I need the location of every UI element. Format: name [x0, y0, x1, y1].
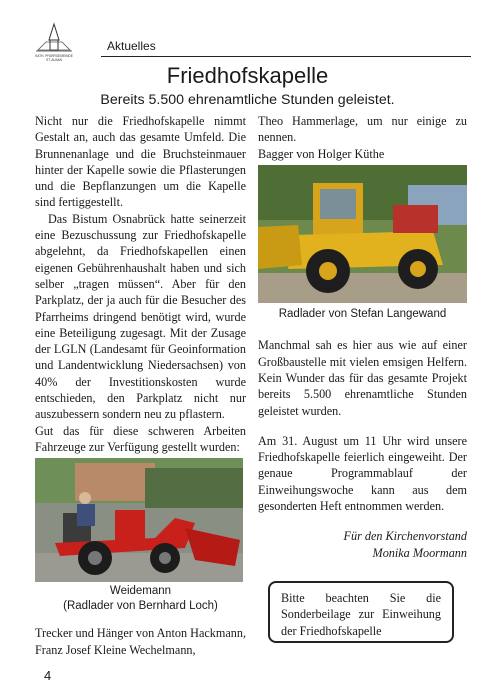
photo-caption-langewand: Radlader von Stefan Langewand [278, 307, 447, 320]
article-title: Friedhofskapelle [166, 63, 329, 88]
photo-caption-weidemann: Weidemann [109, 585, 172, 598]
paragraph-4: Trecker und Hänger von Anton Hackmann, Franz Josef Kleine Wechelmann, [35, 626, 246, 657]
paragraph-2: Das Bistum Osnabrück hatte seinerzeit eine Bezuschussung zur Friedhofskapelle abgelehnt, da Friedhofskapellen einen eigenen Gebührenhaushalt haben und sich selber „tragen müssen“. Aber für den Parkplatz, der ja auch für die Besucher des Pfarrheims dringend benötigt wird, wurde eine Beteiligung zugesagt. Mit der Zusage der LGLN (Landesamt für Geoinformation und Landentwicklung Niedersachsen) von 40% der Investitionskosten wurde entschieden, den Parkplatz nicht nur auszubessern sondern neu zu pflastern. [35, 211, 246, 422]
svg-text:KATH. PFARRGEMEINDE: KATH. PFARRGEMEINDE [35, 54, 73, 58]
right-paragraph-2: Bagger von Holger Küthe [258, 146, 385, 161]
photo-caption-loch: (Radlader von Bernhard Loch) [63, 599, 218, 612]
left-column [35, 113, 246, 658]
photo-weidemann-loader [35, 458, 243, 582]
signature-name: Monika Moormann [372, 545, 467, 560]
section-label: Aktuelles [107, 39, 156, 53]
right-column [258, 113, 467, 561]
parish-logo [32, 22, 76, 62]
right-paragraph-3: Manchmal sah es hier aus wie auf einer Großbaustelle mit vielen emsigen Helfern. Kein Wunder das für das gesamte Projekt bereits 5.500 ehrenamtliche Stunden geleistet wurden. [258, 338, 467, 418]
svg-text:ST. ALBAN: ST. ALBAN [46, 58, 62, 62]
photo-yellow-wheel-loader [258, 165, 467, 303]
supplement-notice-box: Bitte beachten Sie die Sonderbeilage zur Einweihung der Friedhofskapelle [268, 581, 454, 643]
right-paragraph-4: Am 31. August um 11 Uhr wird unsere Friedhofskapelle feierlich eingeweiht. Der genaue Programmablauf der Einweihungswoche kann aus dem gesonderten Heft entnommen werden. [258, 433, 467, 514]
header-divider [101, 56, 471, 57]
article-subtitle: Bereits 5.500 ehrenamtliche Stunden geleistet. [100, 92, 395, 108]
right-paragraph-1: Theo Hammerlage, um nur einige zu nennen. [258, 114, 467, 145]
paragraph-1: Nicht nur die Friedhofskapelle nimmt Gestalt an, auch das gesamte Umfeld. Die Brunnenanlage und die Bruchsteinmauer hinter der Kapelle sowie die Pflasterungen und die Bepflanzungen um die Kapelle sind fertiggestellt. [35, 114, 246, 210]
paragraph-3: Gut das für diese schweren Arbeiten Fahrzeuge zur Verfügung gestellt wurden: [35, 423, 246, 454]
signature-role: Für den Kirchenvorstand [343, 529, 467, 544]
page-number: 4 [44, 668, 52, 683]
